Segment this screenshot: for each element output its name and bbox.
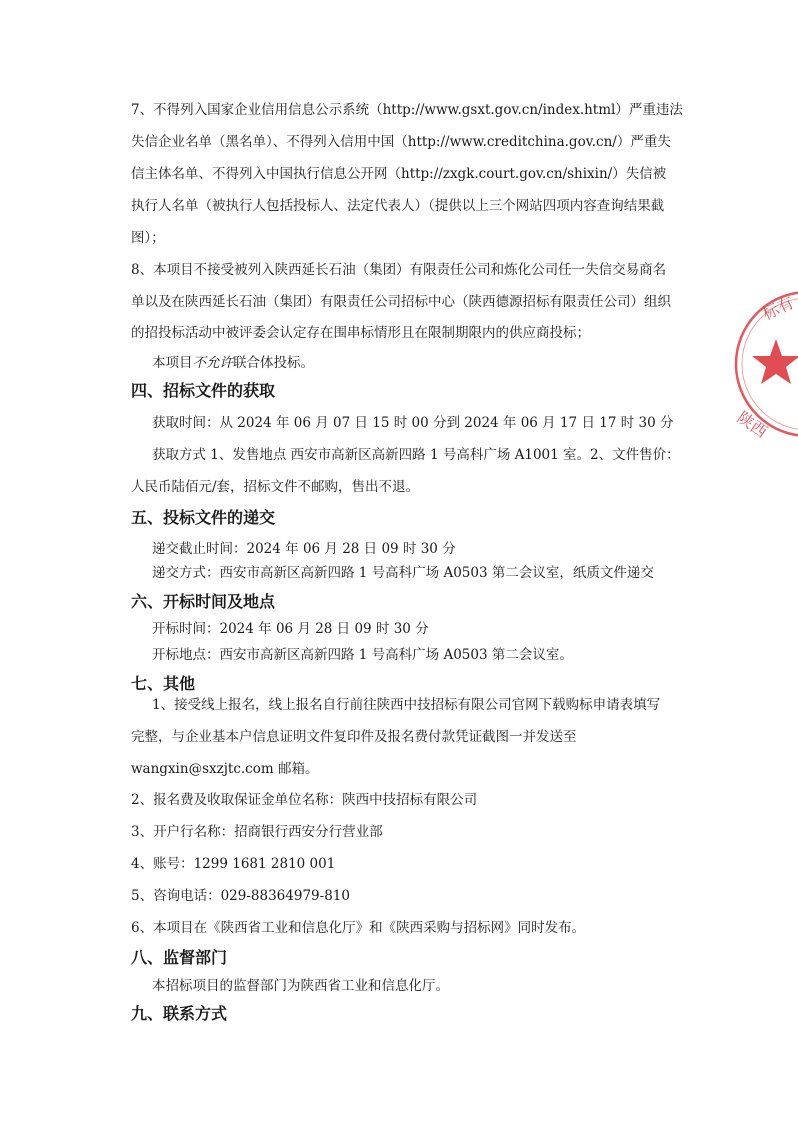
consortium-note [152, 353, 314, 373]
section-8-heading: 八、监督部门 [131, 948, 228, 967]
seal-graphic [728, 282, 798, 447]
consortium-emphasis: 不允许 [192, 355, 233, 371]
item7-line1: 7、不得列入国家企业信用信息公示系统（http://www.gsxt.gov.cn/index.html）严重违法 [131, 102, 683, 118]
seal-star-icon [752, 339, 798, 384]
section-9-heading: 九、联系方式 [131, 1004, 228, 1023]
opening-place: 开标地点：西安市高新区高新四路 1 号高科广场 A0503 第二会议室。 [152, 647, 573, 663]
other-item1-line1: 1、接受线上报名，线上报名自行前往陕西中技招标有限公司官网下载购标申请表填写 [152, 697, 661, 713]
item7-line4: 执行人名单（被执行人包括投标人、法定代表人）（提供以上三个网站四项内容查询结果截 [131, 198, 665, 214]
submit-deadline: 递交截止时间：2024 年 06 月 28 日 09 时 30 分 [152, 541, 456, 557]
section-6-heading: 六、开标时间及地点 [131, 592, 276, 611]
seal-text-top: 标有 [759, 292, 797, 324]
opening-time: 开标时间：2024 年 06 月 28 日 09 时 30 分 [152, 621, 429, 637]
consortium-prefix: 本项目 [152, 355, 193, 371]
item8-line1: 8、本项目不接受被列入陕西延长石油（集团）有限责任公司和炼化公司任一失信交易商名 [131, 262, 667, 278]
acquire-method-line2: 人民币陆佰元/套，招标文件不邮购，售出不退。 [131, 479, 420, 495]
item8-line3: 的招投标活动中被评委会认定存在围串标情形且在限制期限内的供应商投标； [131, 325, 590, 341]
acquire-time: 获取时间：从 2024 年 06 月 07 日 15 时 00 分到 2024 年 06 月 17 日 17 时 30 分 [152, 415, 674, 431]
section-4-heading: 四、招标文件的获取 [131, 381, 276, 400]
other-item1-line2: 完整，与企业基本户信息证明文件复印件及报名费付款凭证截图一并发送至 [131, 729, 577, 745]
submit-method: 递交方式：西安市高新区高新四路 1 号高科广场 A0503 第二会议室，纸质文件递交 [152, 565, 654, 581]
other-item3: 3、开户行名称：招商银行西安分行营业部 [131, 824, 383, 840]
company-seal [728, 282, 798, 447]
other-item6: 6、本项目在《陕西省工业和信息化厅》和《陕西采购与招标网》同时发布。 [131, 920, 586, 936]
item8-line2: 单以及在陕西延长石油（集团）有限责任公司招标中心（陕西德源招标有限责任公司）组织 [131, 294, 671, 310]
section-5-heading: 五、投标文件的递交 [131, 508, 276, 527]
supervision-text: 本招标项目的监督部门为陕西省工业和信息化厅。 [152, 978, 449, 994]
acquire-method-line1: 获取方式 1、发售地点 西安市高新区高新四路 1 号高科广场 A1001 室。2、文件售价： [152, 447, 680, 463]
other-item2: 2、报名费及收取保证金单位名称：陕西中技招标有限公司 [131, 792, 478, 808]
consortium-suffix: 联合体投标。 [233, 355, 314, 371]
item7-line5: 图）； [131, 230, 165, 246]
seal-text-bottom: 陕西 [733, 407, 771, 442]
item7-line2: 失信企业名单（黑名单）、不得列入信用中国（http://www.creditchina.gov.cn/）严重失 [131, 134, 671, 150]
other-item4: 4、账号：1299 1681 2810 001 [131, 856, 336, 872]
section-7-heading: 七、其他 [131, 674, 196, 693]
item7-line3: 信主体名单、不得列入中国执行信息公开网（http://zxgk.court.gov.cn/shixin/）失信被 [131, 166, 667, 182]
other-item1-line3: wangxin@sxzjtc.com 邮箱。 [131, 761, 319, 777]
other-item5: 5、咨询电话：029-88364979-810 [131, 888, 350, 904]
